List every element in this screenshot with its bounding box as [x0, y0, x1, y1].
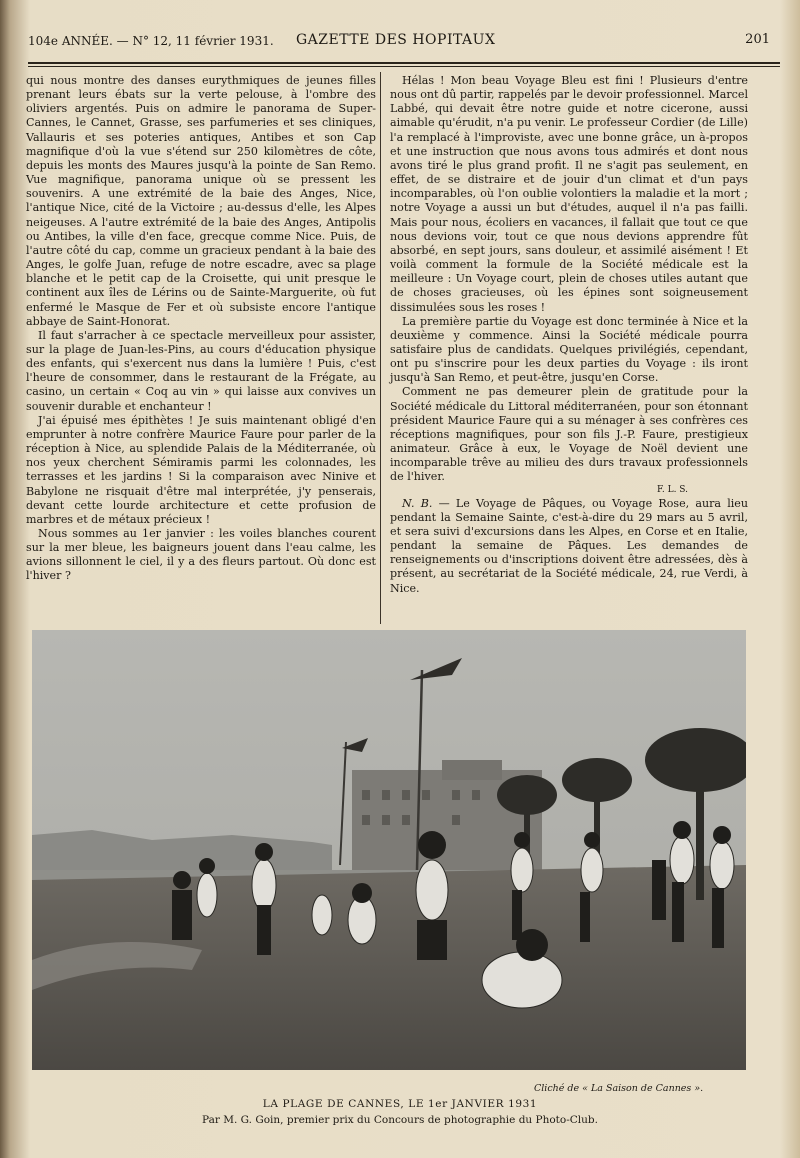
paragraph: qui nous montre des danses eurythmiques de jeunes filles prenant leurs ébats sur la verte pelouse, à l'ombre des oliviers argentés. Puis on admire le panorama de Super-Cannes, le Cannet, Grasse, ses parfumeries et ses cliniques, Vallauris et ses poteries antiques, Antibes et son Cap magnifique d'où la vue s'étend sur 250 kilomètres de côte, depuis les monts des Maures jusqu'à la pointe de San Remo. Vue magnifique, panorama unique où se pressent les souvenirs. A une extrémité de la baie des Anges, Nice, l'antique Nice, cité de la Victoire ; au-dessus d'elle, les Alpes neigeuses. A l'autre extrémité de la baie des Anges, Antipolis ou Antibes, la ville d'en face, grecque comme Nice. Puis, de l'autre côté du cap, comme un gracieux pendant à la baie des Anges, le golfe Juan, refuge de notre escadre, avec sa plage blanche et le petit cap de la Croisette, qui unit presque le continent aux îles de Lérins ou de Sainte-Marguerite, où fut enfermé le Masque de Fer et où subsiste encore l'antique abbaye de Saint-Honorat.	[26, 74, 376, 328]
photo-credit: Cliché de « La Saison de Cannes ».	[534, 1083, 704, 1094]
photo-caption-title: LA PLAGE DE CANNES, LE 1er JANVIER 1931	[262, 1098, 538, 1110]
page-number: 201	[745, 32, 770, 47]
page-header	[28, 30, 780, 54]
paragraph: Nous sommes au 1er janvier : les voiles blanches courent sur la mer bleue, les baigneurs jouent dans l'eau calme, les avions sillonnent le ciel, il y a des fleurs partout. Où donc est l'hiver ?	[26, 527, 376, 583]
photo-caption-subtitle: Par M. G. Goin, premier prix du Concours de photographie du Photo-Club.	[202, 1114, 598, 1126]
journal-title: GAZETTE DES HOPITAUX	[296, 32, 496, 48]
left-column	[26, 74, 376, 584]
header-rule-thick	[28, 62, 780, 64]
nb-label: N. B.	[402, 496, 433, 510]
paragraph: J'ai épuisé mes épithètes ! Je suis maintenant obligé d'en emprunter à notre confrère Maurice Faure pour parler de la réception à Nice, au splendide Palais de la Méditerranée, où nos yeux cherchent Sémiramis parmi les colonnades, les terrasses et les jardins ! Si la comparaison avec Ninive et Babylone ne risquait d'être mal interprétée, j'y penserais, devant cette lourde architecture et cette profusion de marbres et de métaux précieux !	[26, 413, 376, 526]
issue-info: 104e ANNÉE. — N° 12, 11 février 1931.	[28, 34, 274, 48]
paragraph: Il faut s'arracher à ce spectacle merveilleux pour assister, sur la plage de Juan-les-Pins, au cours d'éducation physique des enfants, qui s'exercent nus dans la lumière ! Puis, c'est l'heure de consommer, dans le restaurant de la Frégate, au casino, un certain « Coq au vin » qui laisse aux convives un souvenir durable et enchanteur !	[26, 328, 376, 413]
author-signature: F. L. S.	[657, 484, 688, 495]
paragraph: La première partie du Voyage est donc terminée à Nice et la deuxième y commence. Ainsi la Société médicale pourra satisfaire plus de candidats. Quelques privilégiés, cependant, ont pu s'inscrire pour les deux parties du Voyage : ils iront jusqu'à San Remo, et peut-être, jusqu'en Corse.	[390, 314, 748, 385]
beach-photograph	[32, 630, 746, 1070]
nb-paragraph	[390, 497, 748, 596]
header-rule-thin	[28, 66, 780, 67]
photo-illustration	[32, 630, 746, 1070]
column-divider	[380, 72, 381, 624]
nb-text: — Le Voyage de Pâques, ou Voyage Rose, aura lieu pendant la Semaine Sainte, c'est-à-dire du 29 mars au 5 avril, et sera suivi d'excursions dans les Alpes, en Corse et en Italie, pendant la semaine de Pâques. Les demandes de renseignements ou d'inscriptions doivent être adressées, dès à présent, au secrétariat de la Société médicale, 24, rue Verdi, à Nice.	[390, 496, 748, 595]
paragraph: Hélas ! Mon beau Voyage Bleu est fini ! Plusieurs d'entre nous ont dû partir, rappelés par le devoir professionnel. Marcel Labbé, qui devait être notre guide et notre cicerone, aussi aimable qu'érudit, n'a pu venir. Le professeur Cordier (de Lille) l'a remplacé à l'improviste, avec une bonne grâce, un à-propos et une instruction que nous avons tous admirés et dont nous avons tiré le plus grand profit. Il ne s'agit pas seulement, en effet, de se distraire et de jouir d'un climat et d'un pays incomparables, où l'on oublie volontiers la maladie et la mort ; notre Voyage a aussi un but d'études, auquel il n'a pas failli. Mais pour nous, écoliers en vacances, il fallait que tout ce que nous devions voir, tout ce que nous devions apprendre fût absorbé, en sept jours, sans douleur, et assimilé aisément ! Et voilà comment la formule de la Société médicale est la meilleure : Un Voyage court, plein de choses utiles autant que de choses gracieuses, où les épines sont soigneusement dissimulées sous les roses !	[390, 74, 748, 314]
right-column	[390, 74, 748, 596]
paragraph: Comment ne pas demeurer plein de gratitude pour la Société médicale du Littoral méditerranéen, pour son étonnant président Maurice Faure qui a su ménager à ses confrères ces réceptions magnifiques, pour son fils J.-P. Faure, prestigieux animateur. Grâce à eux, le Voyage de Noël devient une incomparable trêve au milieu des durs travaux professionnels de l'hiver.	[390, 385, 748, 484]
